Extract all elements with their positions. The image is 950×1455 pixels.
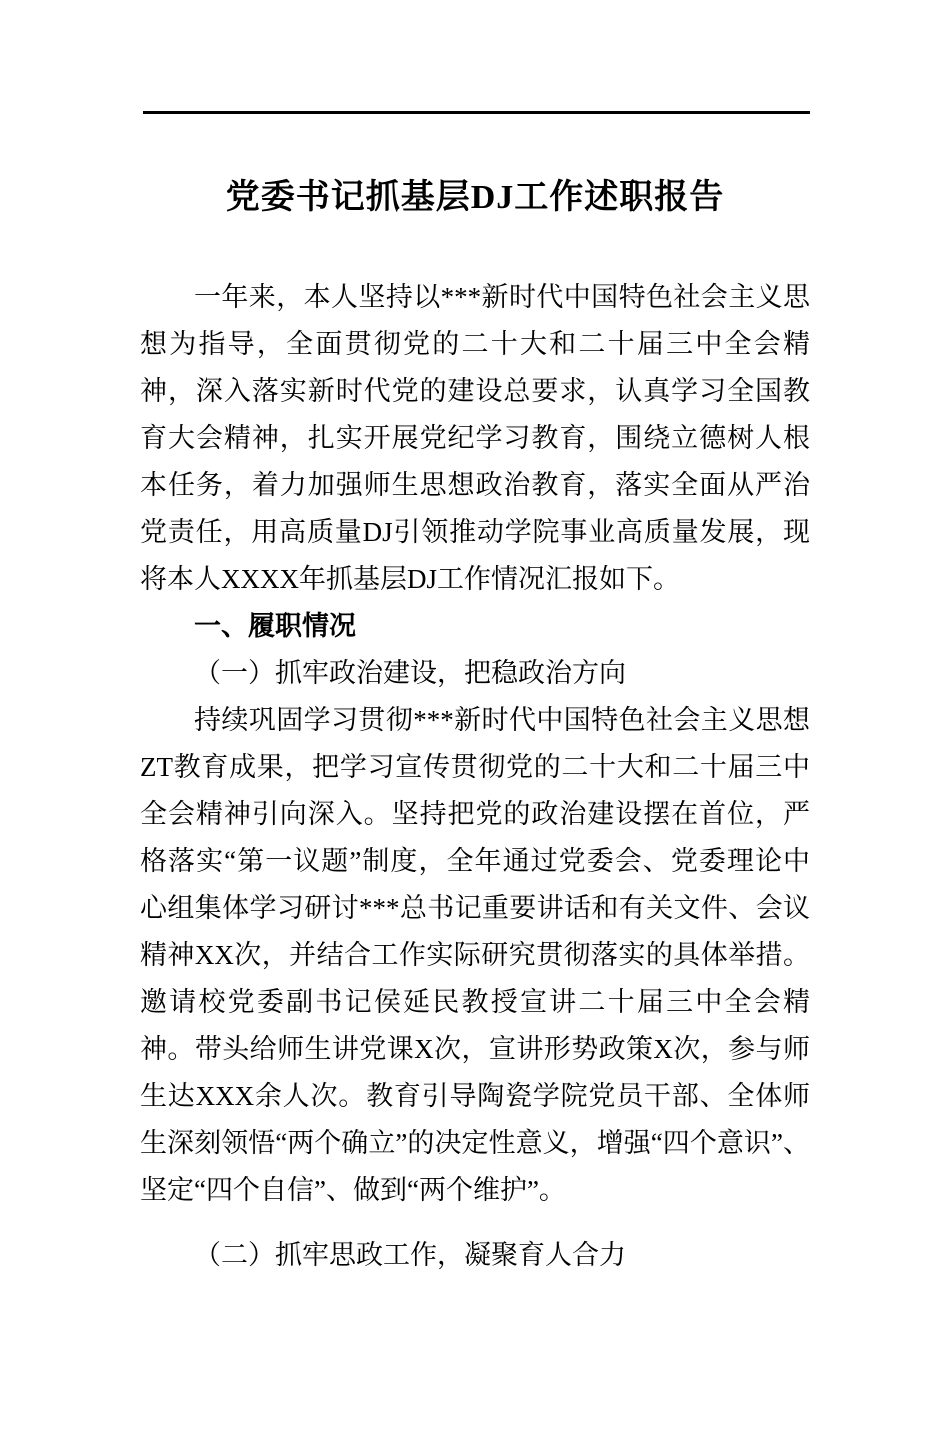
document-page [0, 111, 950, 1455]
header-rule [143, 111, 810, 114]
document-title: 党委书记抓基层DJ工作述职报告 [225, 179, 725, 216]
document-body [140, 274, 810, 1279]
subsection-heading-political-construction: （一）抓牢政治建设，把稳政治方向 [194, 658, 626, 688]
subsection-heading-ideological-work: （二）抓牢思政工作，凝聚育人合力 [194, 1240, 626, 1270]
section-heading-performance: 一、履职情况 [194, 611, 356, 641]
intro-paragraph: 一年来，本人坚持以***新时代中国特色社会主义思想为指导，全面贯彻党的二十大和二十届三中全会精神，深入落实新时代党的建设总要求，认真学习全国教育大会精神，扎实开展党纪学习教育，围绕立德树人根本任务，着力加强师生思想政治教育，落实全面从严治党责任，用高质量DJ引领推动学院事业高质量发展，现将本人XXXX年抓基层DJ工作情况汇报如下。 [140, 282, 810, 594]
body-paragraph-political-construction: 持续巩固学习贯彻***新时代中国特色社会主义思想ZT教育成果，把学习宣传贯彻党的二十大和二十届三中全会精神引向深入。坚持把党的政治建设摆在首位，严格落实“第一议题”制度，全年通过党委会、党委理论中心组集体学习研讨***总书记重要讲话和有关文件、会议精神XX次，并结合工作实际研究贯彻落实的具体举措。邀请校党委副书记侯延民教授宣讲二十届三中全会精神。带头给师生讲党课X次，宣讲形势政策X次，参与师生达XXX余人次。教育引导陶瓷学院党员干部、全体师生深刻领悟“两个确立”的决定性意义，增强“四个意识”、坚定“四个自信”、做到“两个维护”。 [140, 705, 810, 1205]
